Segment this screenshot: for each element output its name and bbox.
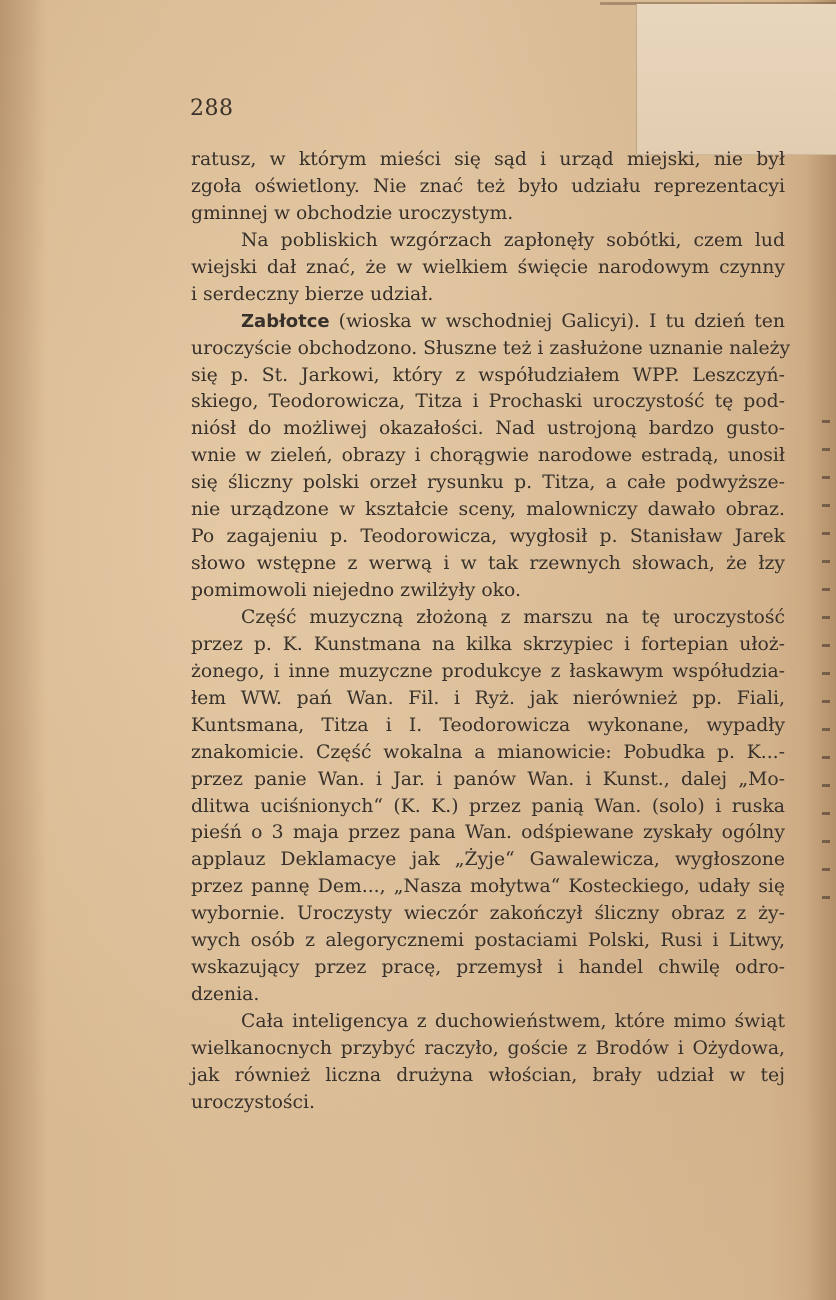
text-line: nie urządzone w kształcie sceny, malowniczy dawało obraz. — [191, 499, 785, 521]
page-number: 288 — [190, 96, 234, 121]
text-line: zgoła oświetlony. Nie znać też było udziału reprezentacyi — [191, 175, 785, 197]
text-line: gminnej w obchodzie uroczystym. — [191, 202, 514, 224]
text-line: Po zagajeniu p. Teodorowicza, wygłosił p. Stanisław Jarek — [191, 526, 785, 548]
text-line: Na pobliskich wzgórzach zapłonęły sobótki, czem lud — [241, 229, 785, 251]
text-line: i serdeczny bierze udział. — [191, 283, 434, 305]
text-line: pieśń o 3 maja przez pana Wan. odśpiewane zyskały ogólny — [191, 822, 785, 844]
text-line: uroczyście obchodzono. Słuszne też i zasłużone uznanie należy — [191, 337, 791, 359]
text-line: Kuntsmana, Titza i I. Teodorowicza wykonane, wypadły — [191, 714, 785, 736]
text-line: wybornie. Uroczysty wieczór zakończył śliczny obraz z ży- — [191, 903, 785, 925]
text-line: wiejski dał znać, że w wielkiem święcie narodowym czynny — [191, 256, 785, 278]
text-line: znakomicie. Część wokalna a mianowicie: Pobudka p. K...- — [191, 741, 785, 763]
text-line: uroczystości. — [191, 1091, 316, 1113]
page-right-shadow — [806, 0, 836, 1300]
text-line: dlitwa uciśnionych“ (K. K.) przez panią Wan. (solo) i ruska — [191, 795, 785, 817]
text-line: przez pannę Dem..., „Nasza mołytwa“ Kosteckiego, udały się — [191, 876, 785, 898]
text-line: applauz Deklamacye jak „Żyje“ Gawalewicza, wygłoszone — [191, 849, 785, 871]
torn-paper-corner — [636, 4, 836, 155]
text-line: wnie w zieleń, obrazy i chorągwie narodowe estradą, unosił — [191, 445, 785, 467]
text-line: wskazujący przez pracę, przemysł i handel chwilę odro- — [191, 957, 785, 979]
binding-marks — [822, 420, 830, 900]
text-line: jak również liczna drużyna włościan, brały udział w tej — [191, 1064, 785, 1086]
text-line: żonego, i inne muzyczne produkcye z łaskawym współudzia- — [191, 660, 785, 682]
text-line: pomimowoli niejedno zwilżyły oko. — [191, 580, 521, 601]
text-line: przez panie Wan. i Jar. i panów Wan. i Kunst., dalej „Mo- — [191, 768, 785, 790]
text-line: skiego, Teodorowicza, Titza i Prochaski uroczystość tę pod- — [191, 391, 785, 413]
text-line: się p. St. Jarkowi, który z współudziałem WPP. Leszczyń- — [191, 364, 785, 386]
text-line: przez p. K. Kunstmana na kilka skrzypiec i fortepian ułoż- — [191, 633, 785, 655]
text-line: słowo wstępne z werwą i w tak rzewnych słowach, że łzy — [191, 553, 785, 575]
text-line: ratusz, w którym mieści się sąd i urząd miejski, nie był — [191, 149, 785, 170]
place-heading: Zabłotce — [241, 310, 330, 332]
text-line-with-heading — [191, 309, 785, 336]
text-line: Część muzyczną złożoną z marszu na tę uroczystość — [241, 606, 785, 628]
text-line: wielkanocnych przybyć raczyło, goście z Brodów i Ożydowa, — [191, 1037, 785, 1059]
text-line: się śliczny polski orzeł rysunku p. Titza, a całe podwyższe- — [191, 472, 785, 494]
text-line: wych osób z alegorycznemi postaciami Polski, Rusi i Litwy, — [191, 930, 785, 952]
text-line: niósł do możliwej okazałości. Nad ustrojoną bardzo gusto- — [191, 418, 785, 440]
page-left-shadow — [0, 0, 46, 1300]
body-text — [191, 147, 791, 1117]
text-line: (wioska w wschodniej Galicyi). I tu dzień ten — [338, 310, 785, 332]
text-line: Cała inteligencya z duchowieństwem, które mimo świąt — [241, 1011, 785, 1032]
text-line: dzenia. — [191, 984, 260, 1006]
text-line: łem WW. pań Wan. Fil. i Ryż. jak nierównież pp. Fiali, — [191, 687, 785, 709]
